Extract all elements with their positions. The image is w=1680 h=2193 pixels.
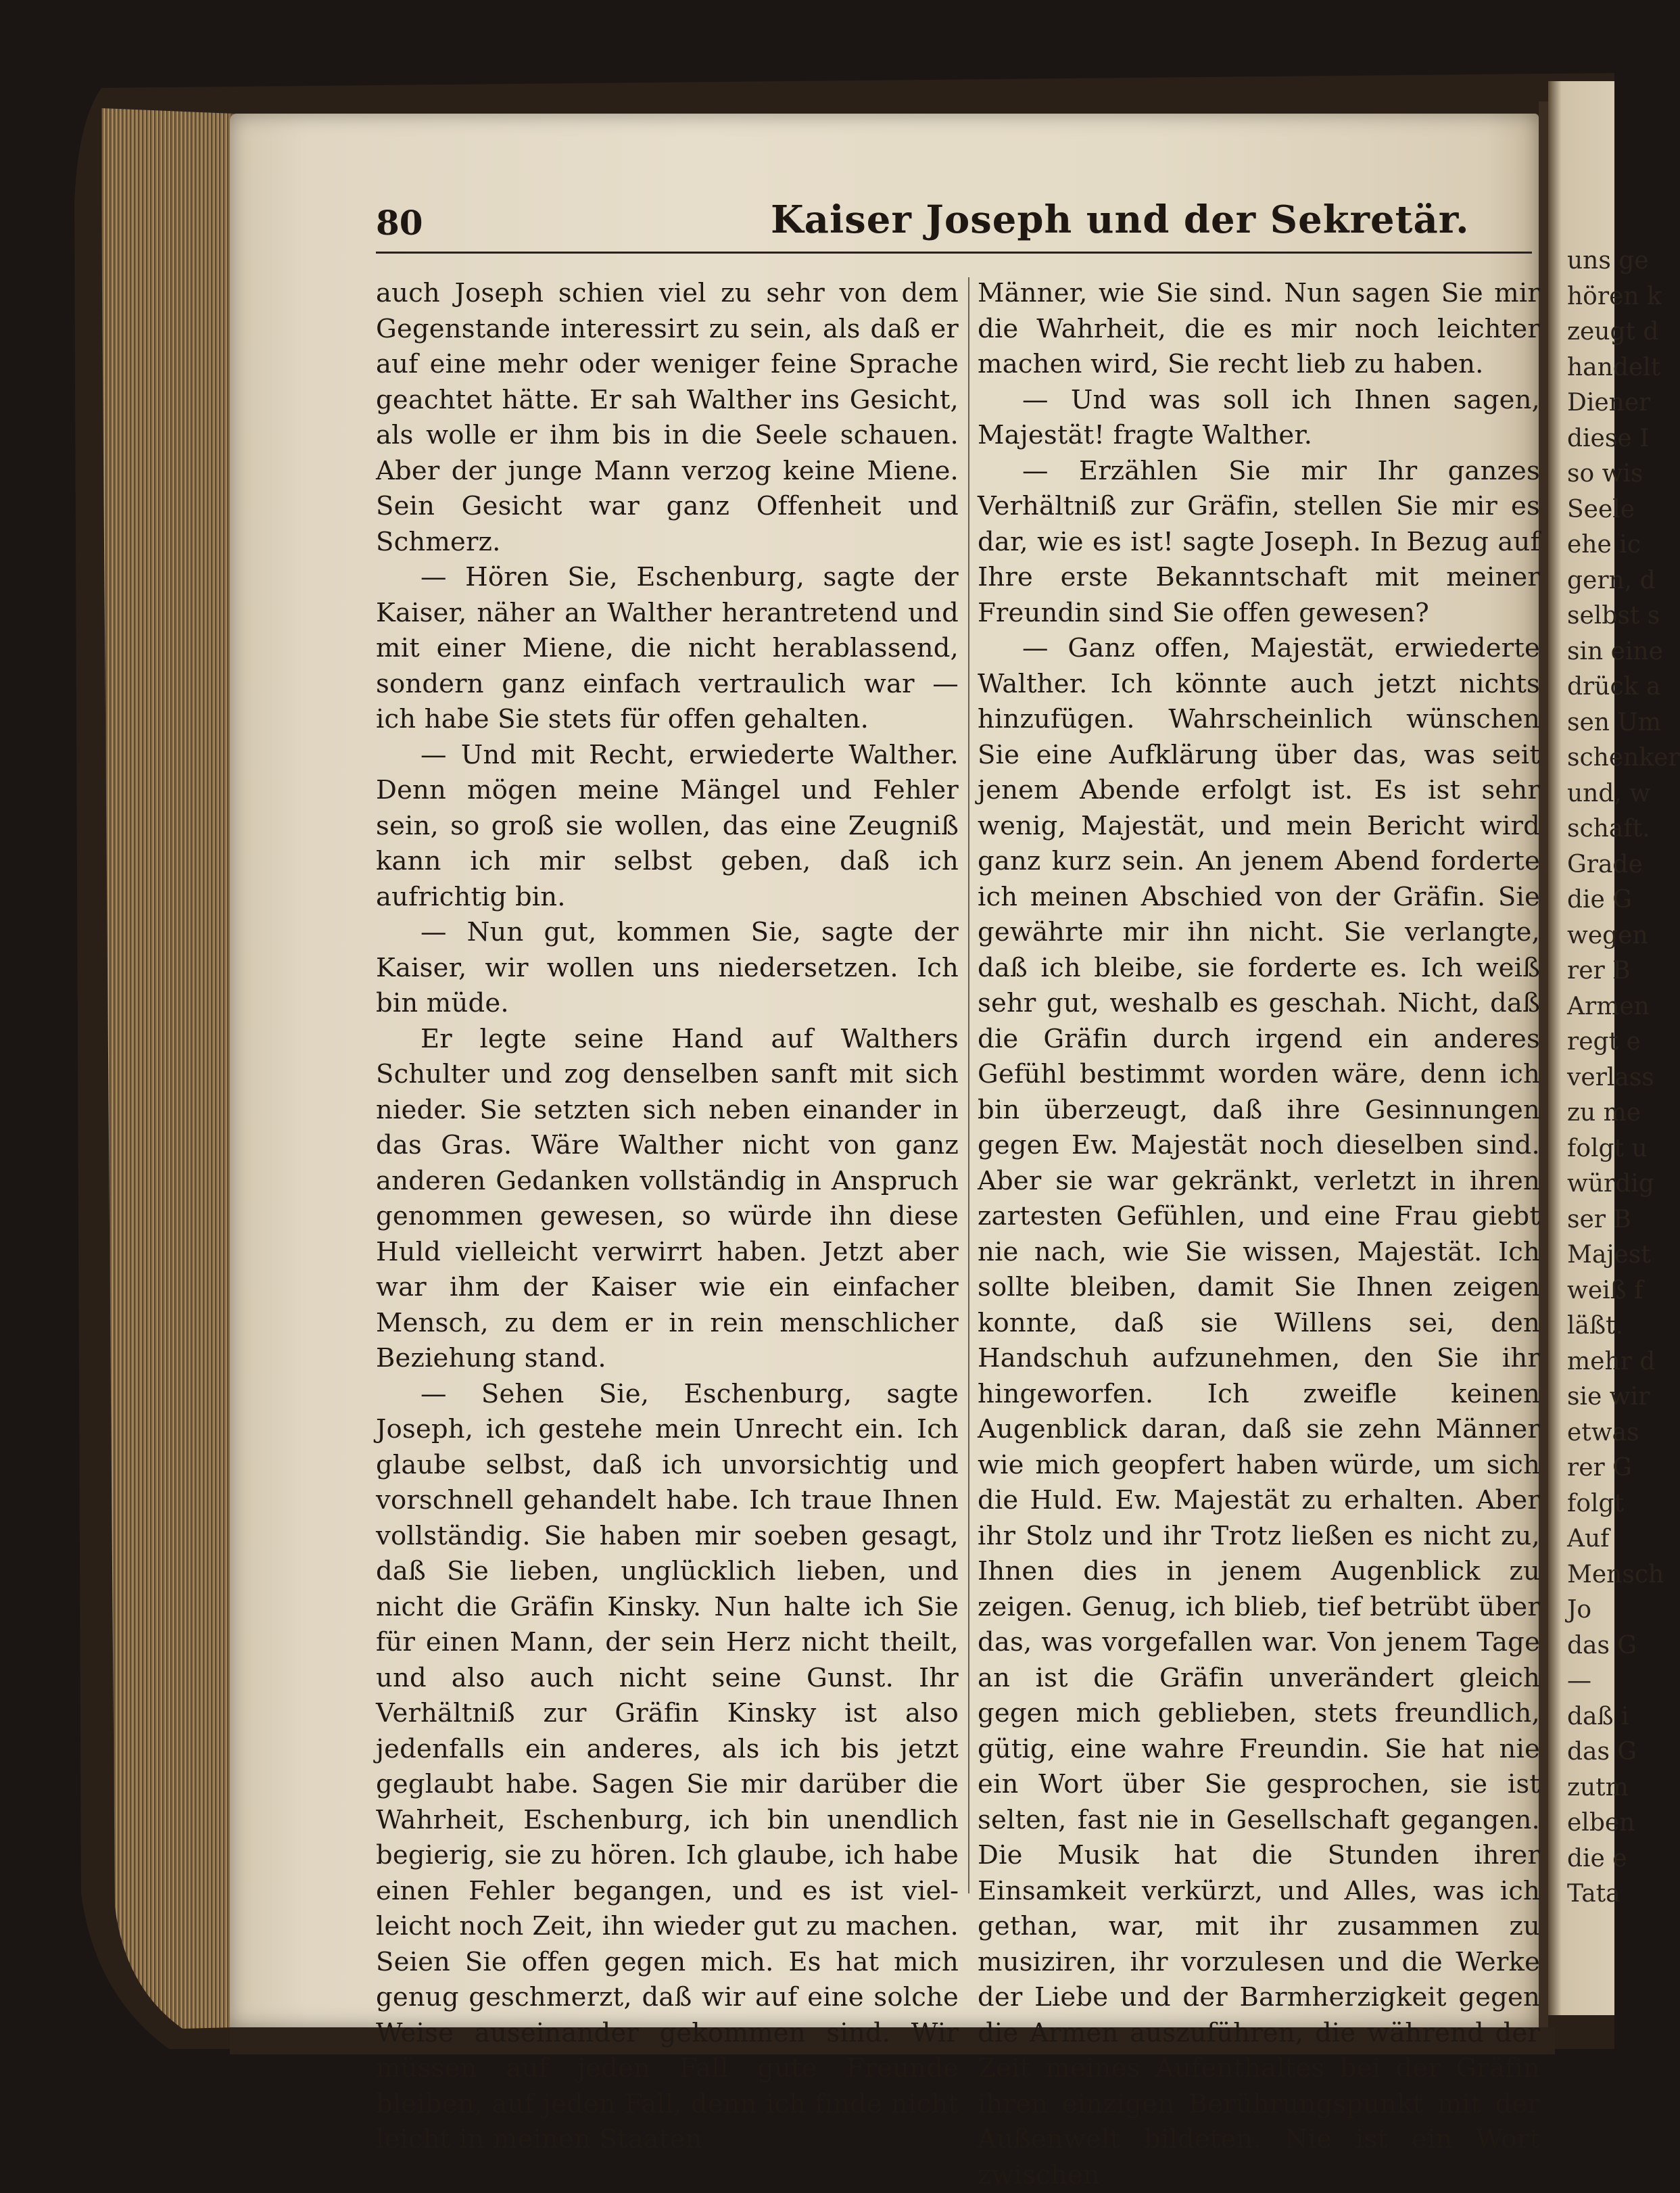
next-page-fragment: zeugt d — [1567, 318, 1659, 346]
column-divider — [968, 277, 969, 1893]
next-page-fragment: das G — [1567, 1738, 1637, 1766]
next-page-fragment: Tata — [1567, 1880, 1621, 1908]
next-page-fragment: schaft. — [1567, 815, 1650, 843]
next-page-fragment: ser B — [1567, 1205, 1631, 1233]
next-page-fragment: etwas — [1567, 1418, 1639, 1446]
next-page-fragment: rer G — [1567, 1454, 1632, 1482]
paragraph: — Und was soll ich Ihnen sagen, Majestät! fragte Walther. — [978, 384, 1540, 450]
next-page-fragment: sen Um — [1567, 708, 1661, 736]
next-page-fragment: wegen — [1567, 921, 1648, 949]
next-page-fragment: folgt — [1567, 1489, 1625, 1517]
next-page-fragment: handelt — [1567, 353, 1661, 381]
next-page-fragment: Seele — [1567, 495, 1635, 523]
next-page-fragment: Mensch — [1567, 1560, 1664, 1588]
next-page-fragment: Jo — [1567, 1596, 1592, 1624]
next-page-fragment: zu me — [1567, 1099, 1641, 1127]
paragraph: — Erzählen Sie mir Ihr ganzes Verhältniß zur Gräfin, stellen Sie mir es dar, wie es ist! sagte Joseph. In Bezug auf Ihre erste Bekanntschaft mit meiner Freundin sind Sie offen gewesen? — [978, 455, 1540, 628]
next-page-fragment: folgt u — [1567, 1134, 1648, 1162]
text-column-right — [978, 276, 1540, 2190]
next-page-fragment: hören k — [1567, 282, 1662, 310]
paragraph: — Sehen Sie, Eschenburg, sagte Joseph, ich gestehe mein Unrecht ein. Ich glaube selbst, daß ich unvorsichtig und vorschnell gehandelt habe. Ich traue Ihnen vollständig. Sie haben mir soeben gesagt, daß Sie lieben, unglücklich lieben, und nicht die Gräfin Kinsky. Nun halte ich Sie für einen Mann, der sein Herz nicht theilt, und also auch nicht seine Gunst. Ihr Verhältniß zur Gräfin Kinsky ist also jedenfalls ein anderes, als ich bis jetzt geglaubt habe. Sagen Sie mir darüber die Wahrheit, Eschenburg, ich bin unendlich begierig, sie zu hören. Ich glaube, ich habe einen Fehler begangen, und es ist vielleicht noch Zeit, ihn wieder gut zu machen. Seien Sie offen gegen mich. Es hat mich genug geschmerzt, daß wir auf eine solche Weise auseinander gekommen sind. Wir müssen auf jeden Fall gute Freunde bleiben, auf jeden Fall, denn ich finde nicht leicht in meinen Staaten — [376, 1378, 959, 2154]
next-page-fragment: selbst s — [1567, 602, 1660, 630]
next-page-fragment: läßt. — [1567, 1312, 1623, 1340]
running-head: Kaiser Joseph und der Sekretär. — [771, 197, 1470, 242]
next-page-fragment: ehe ic — [1567, 531, 1641, 559]
next-page-fragment: und, w — [1567, 779, 1651, 807]
next-page-fragment: — — [1567, 1667, 1591, 1695]
header-rule — [376, 252, 1532, 254]
page-number: 80 — [376, 203, 423, 243]
paragraph: — Hören Sie, Eschenburg, sagte der Kaiser, näher an Walther herantretend und mit einer Miene, die nicht herablassend, sondern ganz einfach vertraulich war — ich habe Sie stets für offen gehalten. — [376, 562, 959, 734]
next-page-fragment: die G — [1567, 886, 1633, 914]
next-page-fragment: elben — [1567, 1809, 1635, 1837]
next-page-fragment: mehr d — [1567, 1347, 1656, 1375]
next-page-fragment: würdig — [1567, 1170, 1654, 1198]
next-page-edge — [1548, 243, 1680, 1975]
next-page-fragment: daß i — [1567, 1702, 1629, 1730]
next-page-fragment: verlass — [1567, 1063, 1654, 1091]
paragraph: — Nun gut, kommen Sie, sagte der Kaiser, wir wollen uns niedersetzen. Ich bin müde. — [376, 917, 959, 1018]
next-page-fragment: das G — [1567, 1631, 1637, 1659]
next-page-fragment: schenker — [1567, 744, 1680, 772]
next-page-fragment: drück a — [1567, 673, 1661, 701]
next-page-fragment: die e — [1567, 1844, 1627, 1872]
next-page-fragment: sie wir — [1567, 1383, 1650, 1411]
paragraph: Er legte seine Hand auf Walthers Schulter und zog denselben sanft mit sich nieder. Sie setzten sich neben einander in das Gras. Wäre Walther nicht von ganz anderen Gedanken vollständig in Anspruch genommen gewesen, so würde ihn diese Huld vielleicht verwirrt haben. Jetzt aber war ihm der Kaiser wie ein einfacher Mensch, zu dem er in rein menschlicher Beziehung stand. — [376, 1023, 959, 1373]
text-column-left — [376, 276, 959, 2158]
next-page-fragment: rer B — [1567, 957, 1631, 985]
next-page-fragment: Armen — [1567, 992, 1650, 1020]
next-page-fragment: so wis — [1567, 460, 1643, 488]
paragraph: — Ganz offen, Majestät, erwiederte Walther. Ich könnte auch jetzt nichts hinzufügen. Wahrscheinlich wünschen Sie eine Aufklärung über das, was seit jenem Abende erfolgt ist. Es ist sehr wenig, Majestät, und mein Bericht wird ganz kurz sein. An jenem Abend forderte ich meinen Abschied von der Gräfin. Sie gewährte mir ihn nicht. Sie verlangte, daß ich bleibe, sie forderte es. Ich weiß sehr gut, weshalb es geschah. Nicht, daß die Gräfin durch irgend ein anderes Gefühl bestimmt worden wäre, denn ich bin überzeugt, daß ihre Gesinnungen gegen Ew. Majestät noch dieselben sind. Aber sie war gekränkt, verletzt in ihren zartesten Gefühlen, und eine Frau giebt nie nach, wie Sie wissen, Majestät. Ich sollte bleiben, damit Sie Ihnen zeigen konnte, daß sie Willens sei, den Handschuh aufzunehmen, den Sie ihr hingeworfen. Ich zweifle keinen Augenblick daran, daß sie zehn Männer wie mich geopfert haben würde, um sich die Huld. Ew. Majestät zu erhalten. Aber ihr Stolz und ihr Trotz ließen es nicht zu, Ihnen dies in jenem Augenblick zu zeigen. Genug, ich blieb, tief betrübt über das, was vorgefallen war. Von jenem Tage an ist die Gräfin unverändert gleich gegen mich geblieben, stets freundlich, gütig, eine wahre Freundin. Sie hat nie ein Wort über Sie gesprochen, sie ist selten, fast nie in Gesellschaft gegangen. Die Musik hat die Stunden ihrer Einsamkeit verkürzt, und Alles, was ich gethan, war, mit ihr zusammen zu musiziren, ihr vorzulesen und die Werke der Liebe und der Barmherzigkeit gegen die Armen auszuführen, die während der Zeit meines Aufenthaltes bei der Gräfin ihren einzigen Berührungspunkt mit der Außenwelt bildeten. Nie ist ein Wort zwischen — [978, 633, 1540, 2190]
paragraph: auch Joseph schien viel zu sehr von dem Gegenstande interessirt zu sein, als daß er auf eine mehr oder weniger feine Sprache geachtet hätte. Er sah Walther ins Gesicht, als wolle er ihm bis in die Seele schauen. Aber der junge Mann verzog keine Miene. Sein Gesicht war ganz Offenheit und Schmerz. — [376, 278, 959, 557]
next-page-fragment: regt e — [1567, 1028, 1641, 1056]
paragraph: Männer, wie Sie sind. Nun sagen Sie mir die Wahrheit, die es mir noch leichter machen wird, Sie recht lieb zu haben. — [978, 278, 1540, 379]
next-page-fragment: weiß f — [1567, 1276, 1643, 1304]
next-page-fragment: zutm — [1567, 1773, 1629, 1801]
next-page-fragment: diese I — [1567, 424, 1650, 452]
next-page-fragment: gern, d — [1567, 566, 1656, 594]
next-page-fragment: Majest — [1567, 1241, 1651, 1269]
paragraph: — Und mit Recht, erwiederte Walther. Denn mögen meine Mängel und Fehler sein, so groß sie wollen, das eine Zeugniß kann ich mir selbst geben, daß ich aufrichtig bin. — [376, 739, 959, 912]
next-page-fragment: uns ge — [1567, 247, 1649, 275]
next-page-fragment: Grade — [1567, 850, 1643, 878]
next-page-fragment: Auf — [1567, 1525, 1610, 1553]
next-page-fragment: Diener — [1567, 389, 1651, 417]
next-page-fragment: sin eine — [1567, 637, 1663, 665]
